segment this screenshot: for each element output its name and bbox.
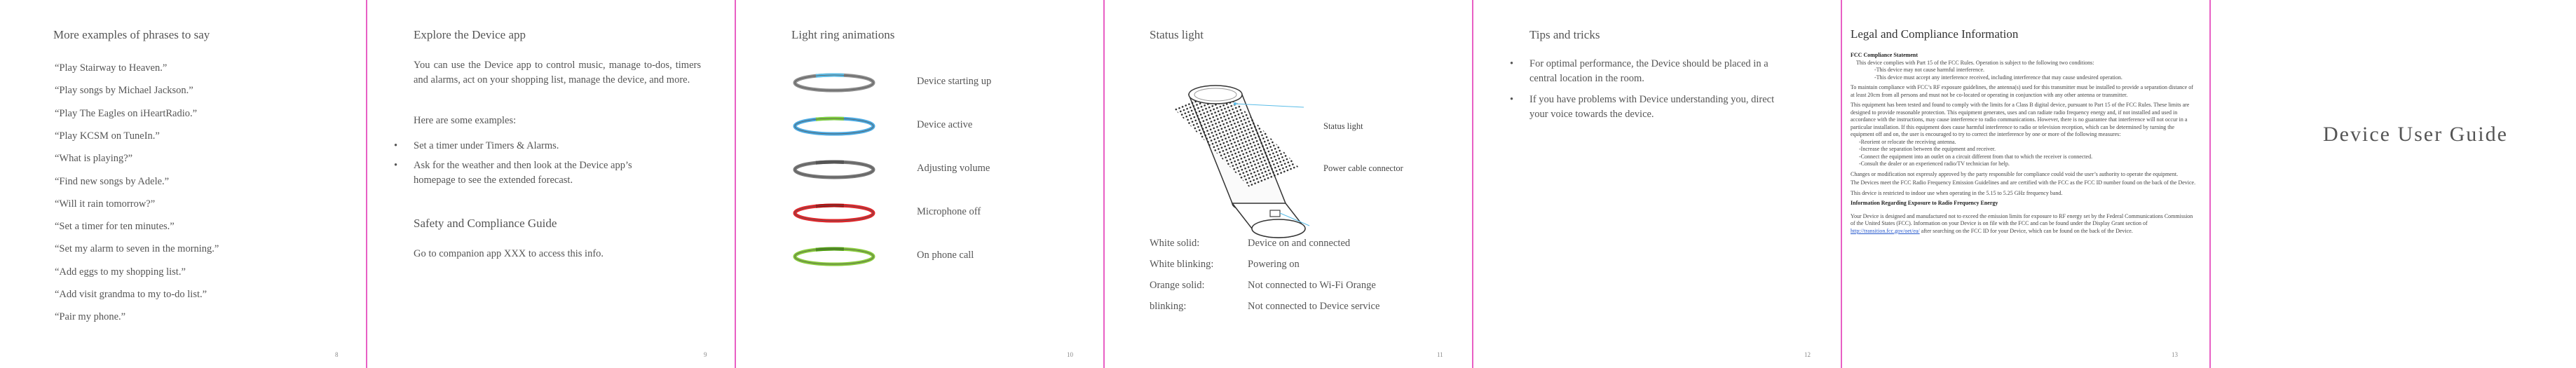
power-port-icon [1270,210,1280,217]
bullet-item [394,139,701,154]
light-ring-icon [791,158,878,182]
light-ring-icon [791,71,878,95]
device-illustration [1147,63,1441,238]
page-number: 10 [1067,351,1073,358]
phrase-item: “Play Stairway to Heaven.” [55,62,168,74]
measure-item: -Consult the dealer or an experienced radio/TV technician for help. [1859,161,2010,167]
bullet-dot: • [1510,94,1514,105]
bullet-text: For optimal performance, the Device should be placed in a central location in the room. [1529,58,1769,84]
fcc-condition: -This device must accept any interference received, including interference that may cause undesired operation. [1874,74,2122,81]
page-number: 9 [704,351,707,358]
page-title: Tips and tricks [1529,28,1600,41]
class-b-paragraph: This equipment has been tested and found to comply with the limits for a Class B digital device, pursuant to Part 15 of the FCC Rules. These limits are designed to provide reasonable protection. This equipment generates, uses and can radiate radio frequency energy and, if not installed and used in accordance with the instructions, may cause interference to radio communications. However, there is no guarantee that interference will not occur in a particular installation. If this equipment does cause harmful interference to radio or television reception, which can be determined by turning the equipment off and on, the user is encouraged to try to correct the interference by one or more of the following measures: [1851,102,2190,137]
measure-item: -Connect the equipment into an outlet on a circuit different from that to which the receiver is connected. [1859,153,2093,160]
ring-label: Microphone off [917,206,981,217]
page-number: 11 [1437,351,1443,358]
page-title: Light ring animations [791,28,895,41]
rf-heading: Information Regarding Exposure to Radio Frequency Energy [1851,200,1998,206]
ring-label: Adjusting volume [917,163,990,174]
phrase-item: “Play songs by Michael Jackson.” [55,85,193,97]
page-explore-app [367,0,732,368]
status-key: Orange solid: [1150,280,1205,291]
fcc-heading: FCC Compliance Statement [1851,52,1918,58]
page-status-light [1105,0,1469,368]
phrase-item: “Add eggs to my shopping list.” [55,266,186,278]
status-key: White blinking: [1150,259,1214,270]
fcc-link[interactable]: http://transition.fcc.gov/oet/ea/ [1851,227,1920,234]
phrase-item: “Set a timer for ten minutes.” [55,221,175,233]
legal-text [1851,52,2197,235]
status-key: White solid: [1150,238,1200,249]
page-phrases [0,0,364,368]
ring-label: Device active [917,119,973,130]
callout-status-light: Status light [1323,121,1363,131]
rf-energy-text: Your Device is designed and manufactured not to exceed the emission limits for exposure to RF energy set by the Federal Communications Commission of the United States (FCC). Information on your Device is on file with the FCC and can be found under the Display Grant section of [1851,212,2193,226]
status-value: Not connected to Wi-Fi Orange [1248,280,1376,291]
bullet-item [1510,57,1782,86]
phrase-item: “Will it rain tomorrow?” [55,198,156,210]
page-legal [1842,0,2207,368]
page-tips [1473,0,1838,368]
changes-paragraph: Changes or modification not expressly approved by the party responsible for compliance could void the user’s authority to operate the equipment. [1851,170,2179,177]
page-number: 8 [335,351,339,358]
status-value: Device on and connected [1248,238,1351,249]
ring-label: On phone call [917,250,974,261]
bullet-item [394,158,673,188]
examples-heading: Here are some examples: [414,115,517,126]
status-row [1150,238,1350,250]
intro-paragraph: You can use the Device app to control music, manage to-dos, timers and alarms, act on your shopping list, manage the device, and more. [414,60,701,86]
page-cover [2211,0,2575,368]
rf-exposure-paragraph: To maintain compliance with FCC’s RF exposure guidelines, the antenna(s) used for this transmitter must be installed to provide a separation distance of at least 20cm from all persons and must not be co-located or operating in conjunction with any other antenna or transmitter. [1851,84,2193,98]
page-number: 12 [1804,351,1811,358]
phrase-item: “Add visit grandma to my to-do list.” [55,289,207,300]
measure-item: -Increase the separation between the equipment and receiver. [1859,146,1996,152]
section-title: Safety and Compliance Guide [414,217,557,230]
status-row [1150,301,1379,313]
phrase-item: “Play KCSM on TuneIn.” [55,130,160,142]
page-title: Legal and Compliance Information [1851,27,2019,41]
bullet-text: If you have problems with Device understanding you, direct your voice towards the device. [1529,94,1775,120]
fcc-condition: -This device may not cause harmful interference. [1874,67,1985,73]
phrase-item: “Play The Eagles on iHeartRadio.” [55,107,198,119]
light-ring-icon [791,114,878,138]
page-title: Status light [1150,28,1204,41]
callout-power-connector: Power cable connector [1323,163,1403,173]
phrase-item: “What is playing?” [55,153,133,165]
cover-title: Device User Guide [2323,123,2508,146]
bullet-text: Ask for the weather and then look at the Device app’s homepage to see the extended forecast. [414,160,632,186]
phrase-item: “Find new songs by Adele.” [55,175,170,187]
bullet-item [1510,93,1782,122]
page-number: 13 [2172,351,2178,358]
indoor-paragraph: This device is restricted to indoor use when operating in the 5.15 to 5.25 GHz frequency band. [1851,189,2063,196]
bullet-dot: • [1510,58,1514,69]
status-value: Not connected to Device service [1248,301,1380,312]
light-ring-icon [791,245,878,268]
page-title: More examples of phrases to say [53,28,210,41]
page-light-ring [736,0,1100,368]
status-row [1150,259,1300,271]
fcc-intro: This device complies with Part 15 of the FCC Rules. Operation is subject to the following two conditions: [1856,59,2094,66]
rf-energy-paragraph [1851,213,2197,236]
rf-energy-tail: after searching on the FCC ID for your Device, which can be found on the back of the Device. [1921,227,2133,234]
light-ring-icon [791,201,878,225]
phrase-item: “Set my alarm to seven in the morning.” [55,243,219,255]
bullet-dot: • [394,160,398,171]
emission-paragraph: The Devices meet the FCC Radio Frequency Emission Guidelines and are certified with the FCC as the FCC ID number found on the back of the Device. [1851,179,2196,186]
bullet-text: Set a timer under Timers & Alarms. [414,140,559,151]
status-value: Powering on [1248,259,1300,270]
measures-list [1851,139,2197,168]
bullet-dot: • [394,140,398,151]
page-title: Explore the Device app [414,28,526,41]
status-key: blinking: [1150,301,1187,312]
callout-dot [1234,102,1236,105]
safety-paragraph: Go to companion app XXX to access this info. [414,248,604,259]
measure-item: -Reorient or relocate the receiving antenna. [1859,138,1956,145]
ring-label: Device starting up [917,76,992,87]
phrase-item: “Pair my phone.” [55,311,126,323]
status-row [1150,280,1376,292]
